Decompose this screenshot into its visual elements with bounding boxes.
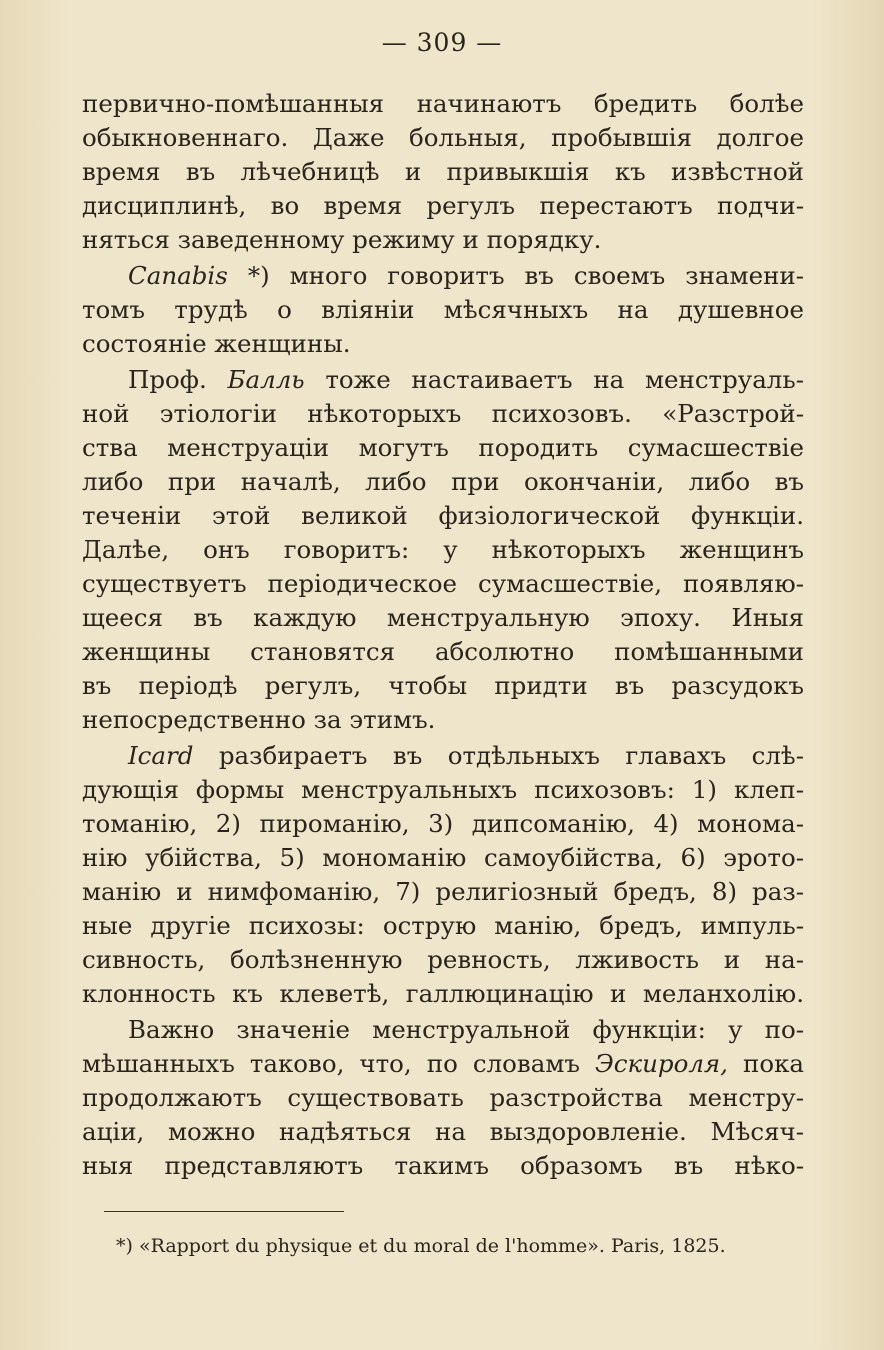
text-line: продолжаютъ существовать разстройства менстру- xyxy=(82,1083,804,1112)
text-line: аціи, можно надѣяться на выздоровленіе. Мѣсяч- xyxy=(82,1117,804,1146)
text-line: либо при началѣ, либо при окончаніи, либо въ xyxy=(82,467,804,496)
text-line: манію и нимфоманію, 7) религіозный бредъ, 8) раз- xyxy=(82,877,804,906)
text-line: въ періодѣ регулъ, чтобы придти въ разсудокъ xyxy=(82,671,804,700)
text-line: ные другіе психозы: острую манію, бредъ, импуль- xyxy=(82,911,804,940)
text-line xyxy=(128,259,804,293)
text-line: женщины становятся абсолютно помѣшанными xyxy=(82,637,804,666)
author-name-esquirol: Эскироля, xyxy=(595,1049,728,1078)
author-name-canabis: Canabis xyxy=(128,261,228,290)
text-line: время въ лѣчебницѣ и привыкшія къ извѣстной xyxy=(82,157,804,186)
text-line: ныя представляютъ такимъ образомъ въ нѣко- xyxy=(82,1151,804,1180)
text-line: непосредственно за этимъ. xyxy=(82,705,436,734)
text-line: первично-помѣшанныя начинаютъ бредить болѣе xyxy=(82,89,804,118)
text-line: нію убійства, 5) мономанію самоубійства, 6) эрото- xyxy=(82,843,804,872)
footnote-mark: *) xyxy=(247,261,270,290)
text-line: томанію, 2) пироманію, 3) дипсоманію, 4) монома- xyxy=(82,809,804,838)
text-line: состояніе женщины. xyxy=(82,329,351,358)
text-fragment: пока xyxy=(742,1049,804,1078)
text-line: няться заведенному режиму и порядку. xyxy=(82,225,602,254)
text-line xyxy=(128,739,804,773)
text-line: ства менструаціи могутъ породить сумасшествіе xyxy=(82,433,804,462)
text-line: щееся въ каждую менструальную эпоху. Иныя xyxy=(82,603,804,632)
author-name-icard: Icard xyxy=(128,741,194,770)
text-line: Далѣе, онъ говоритъ: у нѣкоторыхъ женщинъ xyxy=(82,535,804,564)
text-line: ной этіологіи нѣкоторыхъ психозовъ. «Разстрой- xyxy=(82,399,804,428)
text-line: дующія формы менструальныхъ психозовъ: 1) клеп- xyxy=(82,775,804,804)
text-line: клонность къ клеветѣ, галлюцинацію и меланхолію. xyxy=(82,979,804,1008)
text-line xyxy=(82,1047,804,1081)
text-line: теченіи этой великой физіологической функціи. xyxy=(82,501,804,530)
text-line: Важно значеніе менструальной функціи: у по- xyxy=(128,1015,804,1044)
text-line: томъ трудѣ о вліяніи мѣсячныхъ на душевное xyxy=(82,295,804,324)
text-line: сивность, болѣзненную ревность, лживость и на- xyxy=(82,945,804,974)
footnote: *) «Rapport du physique et du moral de l'homme». Paris, 1825. xyxy=(116,1235,726,1257)
text-line: дисциплинѣ, во время регулъ перестаютъ подчи- xyxy=(82,191,804,220)
author-name-ball: Балль xyxy=(227,365,305,394)
text-line: существуетъ періодическое сумасшествіе, появляю- xyxy=(82,569,804,598)
text-fragment: разбираетъ въ отдѣльныхъ главахъ слѣ- xyxy=(218,741,804,770)
text-fragment: много говоритъ въ своемъ знамени- xyxy=(289,261,804,290)
footnote-divider xyxy=(104,1211,344,1212)
text-line: обыкновеннаго. Даже больныя, пробывшія долгое xyxy=(82,123,804,152)
page-number: — 309 — xyxy=(381,28,503,57)
text-line xyxy=(128,363,804,397)
text-fragment: Проф. xyxy=(128,365,207,394)
text-fragment: тоже настаиваетъ на менструаль- xyxy=(325,365,804,394)
text-fragment: мѣшанныхъ таково, что, по словамъ xyxy=(82,1049,580,1078)
